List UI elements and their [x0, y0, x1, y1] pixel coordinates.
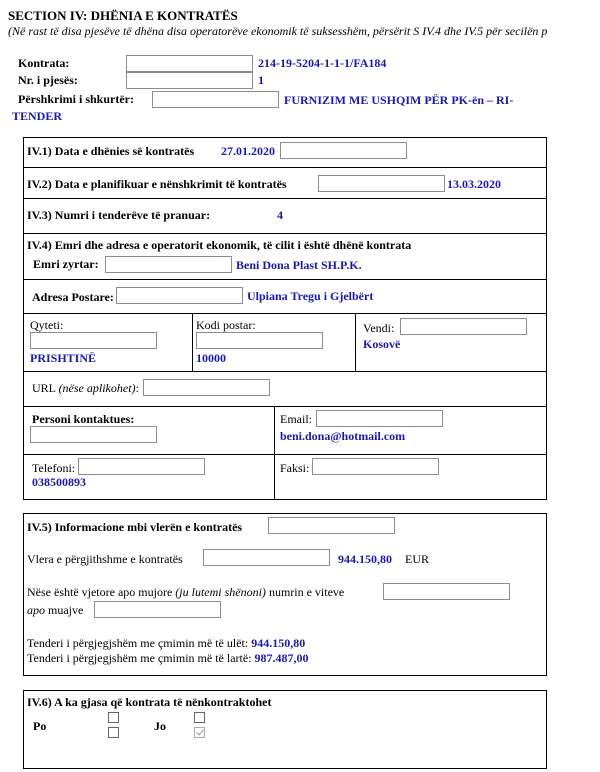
qyteti-label: Qyteti: — [30, 318, 64, 332]
vlera-input[interactable] — [203, 549, 330, 566]
viteve-input[interactable] — [383, 583, 510, 600]
email-value: beni.dona@hotmail.com — [280, 429, 406, 443]
vendi-label: Vendi: — [363, 321, 395, 335]
adresa-label: Adresa Postare: — [32, 290, 114, 304]
vjetore-text: Nëse është vjetore apo mujore (ju lutemi shënoni) numrin e viteve — [27, 585, 345, 599]
iv2-value: 13.03.2020 — [447, 177, 501, 191]
kontrata-input[interactable] — [126, 55, 253, 72]
vendi-input[interactable] — [400, 318, 527, 335]
emri-value: Beni Dona Plast SH.P.K. — [236, 258, 362, 272]
iv2-label: IV.2) Data e planifikuar e nënshkrimit të kontratës — [27, 177, 287, 191]
emri-input[interactable] — [105, 256, 232, 273]
kontrata-label: Kontrata: — [18, 56, 70, 70]
qyteti-value: PRISHTINË — [30, 351, 97, 365]
kodi-value: 10000 — [196, 351, 226, 365]
url-label: URL (nëse aplikohet): — [32, 381, 139, 395]
jo-label: Jo — [154, 719, 166, 733]
section-title: SECTION IV: DHËNIA E KONTRATËS — [8, 8, 238, 23]
section-note: (Në rast të disa pjesëve të dhëna disa operatorëve ekonomik të suksesshëm, përsërit S IV.4 dhe IV.5 për secilën p — [8, 24, 548, 38]
adresa-value: Ulpiana Tregu i Gjelbërt — [247, 289, 374, 303]
vendi-value: Kosovë — [363, 337, 401, 351]
faksi-input[interactable] — [312, 458, 439, 475]
telefoni-value: 038500893 — [32, 475, 86, 489]
pjese-input[interactable] — [126, 72, 253, 89]
personi-label: Personi kontaktues: — [32, 412, 135, 426]
po-label: Po — [33, 719, 47, 733]
vlera-currency: EUR — [405, 552, 429, 566]
pershkrimi-value-line1: FURNIZIM ME USHQIM PËR PK-ën – RI- — [284, 93, 514, 107]
personi-input[interactable] — [30, 426, 157, 443]
lowest-row: Tenderi i përgjegjshëm me çmimin më të ulët: 944.150,80 — [27, 636, 306, 650]
kontrata-value: 214-19-5204-1-1-1/FA184 — [258, 56, 387, 70]
iv1-value: 27.01.2020 — [221, 144, 275, 158]
iv5-label: IV.5) Informacione mbi vlerën e kontratës — [27, 520, 243, 534]
muajve-text: apo muajve — [27, 603, 84, 617]
email-label: Email: — [280, 412, 312, 426]
vlera-value: 944.150,80 — [338, 552, 392, 566]
iv2-input[interactable] — [318, 175, 445, 192]
telefoni-label: Telefoni: — [32, 461, 76, 475]
muajve-input[interactable] — [94, 601, 221, 618]
qyteti-input[interactable] — [30, 332, 157, 349]
adresa-input[interactable] — [116, 287, 243, 304]
iv1-input[interactable] — [280, 142, 407, 159]
email-input[interactable] — [316, 410, 443, 427]
po-checkbox-1[interactable] — [108, 712, 119, 723]
emri-label: Emri zyrtar: — [33, 257, 99, 271]
iv1-label: IV.1) Data e dhënies së kontratës — [27, 144, 195, 158]
faksi-label: Faksi: — [280, 461, 310, 475]
iv4-label: IV.4) Emri dhe adresa e operatorit ekonomik, të cilit i është dhënë kontrata — [27, 238, 412, 252]
iv5-input[interactable] — [268, 517, 395, 534]
pershkrimi-input[interactable] — [152, 91, 279, 108]
po-checkbox-2[interactable] — [108, 727, 119, 738]
iv6-label: IV.6) A ka gjasa që kontrata të nënkontraktohet — [27, 695, 272, 709]
telefoni-input[interactable] — [78, 458, 205, 475]
jo-checkbox-1[interactable] — [194, 712, 205, 723]
vlera-label: Vlera e përgjithshme e kontratës — [27, 552, 183, 566]
pershkrimi-label: Përshkrimi i shkurtër: — [18, 92, 134, 106]
kodi-input[interactable] — [196, 332, 323, 349]
pershkrimi-value-line2: TENDER — [12, 109, 63, 123]
iv3-value: 4 — [277, 208, 283, 222]
pjese-label: Nr. i pjesës: — [18, 73, 78, 87]
kodi-label: Kodi postar: — [196, 318, 256, 332]
jo-checkbox-2[interactable] — [194, 727, 205, 738]
iv3-label: IV.3) Numri i tenderëve të pranuar: — [27, 208, 211, 222]
highest-row: Tenderi i përgjegjshëm me çmimin më të lartë: 987.487,00 — [27, 651, 309, 665]
url-input[interactable] — [143, 379, 270, 396]
pjese-value: 1 — [258, 73, 264, 87]
